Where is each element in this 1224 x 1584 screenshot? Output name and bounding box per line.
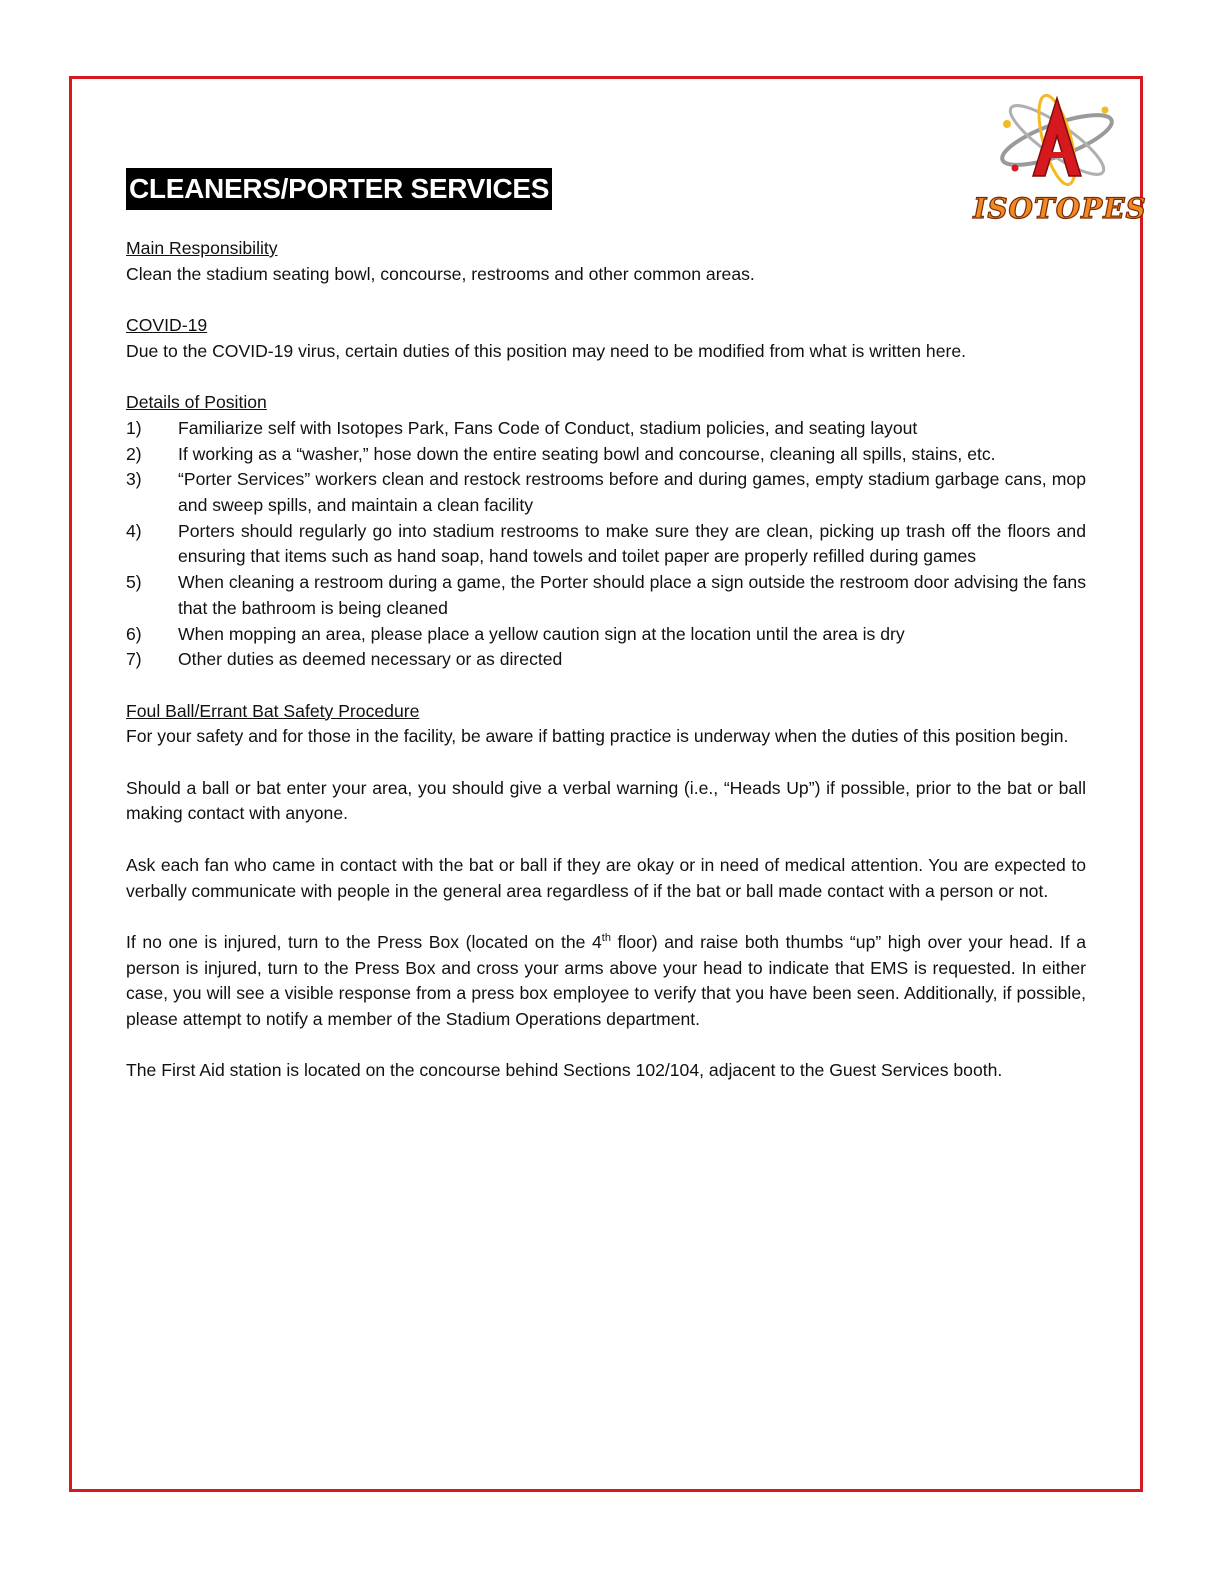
- list-item-text: Familiarize self with Isotopes Park, Fans Code of Conduct, stadium policies, and seating layout: [178, 417, 918, 438]
- list-item-text: Porters should regularly go into stadium restrooms to make sure they are clean, picking up trash off the floors and ensuring that items such as hand soap, hand towels and toilet paper are properly refilled during games: [178, 520, 1086, 567]
- main-responsibility-section: [126, 236, 1086, 287]
- document-body: [126, 236, 1086, 1110]
- page-title: CLEANERS/PORTER SERVICES: [126, 168, 552, 210]
- list-item-number: 1): [126, 417, 142, 438]
- list-item-text: If working as a “washer,” hose down the entire seating bowl and concourse, cleaning all spills, stains, etc.: [178, 443, 996, 464]
- safety-paragraph-5: The First Aid station is located on the concourse behind Sections 102/104, adjacent to the Guest Services booth.: [126, 1060, 1003, 1081]
- covid-section: [126, 313, 1086, 364]
- list-item-number: 2): [126, 443, 142, 464]
- press-box-text-start: If no one is injured, turn to the Press Box (located on the 4: [126, 931, 602, 952]
- details-heading: Details of Position: [126, 392, 267, 413]
- list-item: [126, 622, 1086, 648]
- list-item: [126, 570, 1086, 621]
- list-item: [126, 416, 1086, 442]
- logo-wordmark: ISOTOPES: [973, 192, 1147, 225]
- main-responsibility-text: Clean the stadium seating bowl, concourse, restrooms and other common areas.: [126, 263, 755, 284]
- safety-paragraph-3: Ask each fan who came in contact with the bat or ball if they are okay or in need of medical attention. You are expected to verbally communicate with people in the general area regardless of if the bat or ball made contact with a person or not.: [126, 854, 1086, 901]
- list-item-number: 3): [126, 469, 142, 490]
- list-item: [126, 442, 1086, 468]
- main-responsibility-heading: Main Responsibility: [126, 238, 278, 258]
- safety-section: [126, 699, 1086, 1084]
- safety-heading: Foul Ball/Errant Bat Safety Procedure: [126, 700, 420, 721]
- safety-paragraph-4: [126, 930, 1086, 1033]
- duties-list: [126, 416, 1086, 673]
- list-item-number: 5): [126, 572, 142, 593]
- list-item-text: When mopping an area, please place a yellow caution sign at the location until the area is dry: [178, 623, 905, 644]
- details-section: [126, 390, 1086, 673]
- isotopes-atom-icon: [973, 88, 1147, 228]
- list-item: [126, 519, 1086, 570]
- list-item: [126, 467, 1086, 518]
- list-item-text: Other duties as deemed necessary or as directed: [178, 649, 563, 670]
- safety-paragraph-1: For your safety and for those in the facility, be aware if batting practice is underway when the duties of this position begin.: [126, 726, 1069, 747]
- covid-heading: COVID-19: [126, 315, 208, 336]
- isotopes-logo: [973, 88, 1147, 228]
- ordinal-suffix: th: [601, 932, 611, 945]
- list-item-number: 4): [126, 520, 142, 541]
- list-item-number: 7): [126, 649, 142, 670]
- list-item: [126, 647, 1086, 673]
- press-box-text-end: floor) and raise both thumbs “up” high over your head. If a person is injured, turn to the Press Box and cross your arms above your head to indicate that EMS is requested. In either case, you will see a visible response from a press box employee to verify that you have been seen. Additionally, if possible, please attempt to notify a member of the Stadium Operations department.: [126, 931, 1086, 1029]
- list-item-number: 6): [126, 623, 142, 644]
- list-item-text: When cleaning a restroom during a game, the Porter should place a sign outside the restroom door advising the fans that the bathroom is being cleaned: [178, 572, 1086, 618]
- list-item-text: “Porter Services” workers clean and restock restrooms before and during games, empty stadium garbage cans, mop and sweep spills, and maintain a clean facility: [178, 469, 1086, 515]
- covid-text: Due to the COVID-19 virus, certain duties of this position may need to be modified from what is written here.: [126, 340, 967, 361]
- safety-paragraph-2: Should a ball or bat enter your area, you should give a verbal warning (i.e., “Heads Up”) if possible, prior to the bat or ball making contact with anyone.: [126, 777, 1086, 824]
